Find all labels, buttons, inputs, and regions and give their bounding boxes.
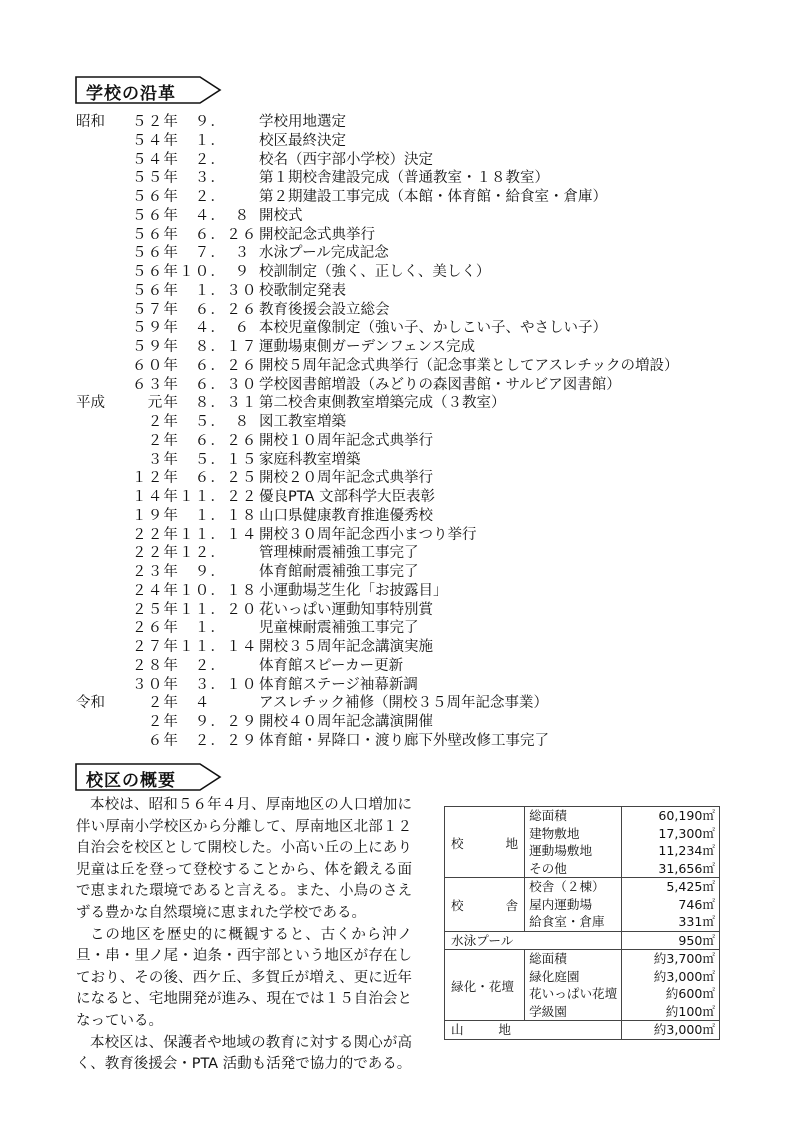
history-date: ５９年 ４． ６: [132, 320, 251, 337]
facilities-table: [444, 806, 720, 1040]
history-date: ５６年１０． ９: [132, 264, 251, 280]
history-event: 教育後援会設立総会: [259, 301, 390, 318]
history-row: [76, 601, 676, 620]
history-date: １２年 ６．２５: [132, 470, 258, 487]
history-event: 家庭科教室増築: [259, 451, 361, 468]
overview-paragraph: この地区を歴史的に概観すると、古くから沖ノ旦・串・里ノ尾・迫条・西宇部という地区が存在しており、その後、西ケ丘、多賀丘が増え、更に近年になると、宅地開発が進み、現在では１５自治会となっている。: [76, 926, 412, 1029]
history-row: [76, 732, 676, 751]
history-date: ２５年１１．２０: [132, 601, 258, 618]
history-event: 校訓制定（強く、正しく、美しく）: [259, 264, 491, 280]
history-date: ５６年 ４． ８: [132, 207, 251, 224]
history-date: ５９年 ８．１７: [132, 339, 258, 355]
site-values: 60,190㎡ 17,300㎡ 11,234㎡ 31,656㎡: [622, 807, 720, 878]
overview-paragraph: 本校区は、保護者や地域の教育に対する関心が高く、教育後援会・PTA 活動も活発で協力的である。: [76, 1034, 412, 1073]
history-date: ２年 ９．２９: [132, 714, 258, 730]
history-row: [76, 132, 676, 151]
history-event: 開校５周年記念式典挙行（記念事業としてアスレチックの増設）: [259, 357, 679, 374]
history-row: [76, 319, 676, 338]
building-items: 校舎（２棟） 屋内運動場 給食室・倉庫: [525, 878, 622, 932]
history-row: [76, 244, 676, 263]
history-event: 開校２０周年記念式典挙行: [259, 470, 433, 487]
table-row: [445, 807, 720, 878]
history-row: [76, 694, 676, 713]
site-label: 校 地: [445, 807, 525, 878]
history-row: [76, 451, 676, 470]
overview-paragraph: 本校は、昭和５６年４月、厚南地区の人口増加に伴い厚南小学校区から分離して、厚南地区北部１２自治会を校区として開校した。小高い丘の上にあり児童は丘を登って登校することから、体を鍛える面で恵まれた環境であると言える。また、小鳥のさえずる豊かな自然環境に恵まれた学校である。: [76, 797, 412, 921]
history-date: ２４年１０．１８: [132, 582, 258, 599]
history-row: [76, 357, 679, 376]
history-row: [76, 432, 676, 451]
history-date: ２７年１１．１４: [132, 639, 258, 655]
history-row: [76, 113, 676, 132]
history-event: 本校児童像制定（強い子、かしこい子、やさしい子）: [259, 320, 607, 337]
history-date: ５６年 ２．: [132, 189, 227, 205]
history-event: 花いっぱい運動知事特別賞: [259, 601, 433, 618]
history-date: ２年 ６．２６: [132, 432, 258, 449]
history-event: 開校記念式典挙行: [259, 226, 375, 243]
history-event: 開校３５周年記念講演実施: [259, 639, 433, 655]
history-event: 図工教室増築: [259, 414, 346, 430]
overview-heading-text: 校区の概要: [86, 771, 176, 791]
history-row: [76, 394, 676, 413]
history-row: [76, 676, 676, 695]
history-row: [76, 507, 676, 526]
history-event: 児童棟耐震補強工事完了: [259, 620, 419, 637]
pool-label: 水泳プール: [445, 931, 622, 950]
overview-heading: [74, 763, 222, 791]
history-row: [76, 226, 676, 245]
site-items: 総面積 建物敷地 運動場敷地 その他: [525, 807, 622, 878]
history-date: １９年 １．１８: [132, 507, 258, 524]
history-date: ６３年 ６．３０: [132, 376, 258, 393]
history-row: [76, 582, 676, 601]
history-row: [76, 169, 676, 188]
history-row: [76, 207, 676, 226]
history-event: 学校用地選定: [259, 114, 346, 130]
history-row: [76, 657, 676, 676]
history-event: 小運動場芝生化「お披露目」: [259, 582, 448, 599]
history-date: ５２年 ９．: [132, 114, 227, 130]
era-label: 令和: [76, 695, 105, 712]
history-date: ５５年 ３．: [132, 170, 227, 187]
history-row: [76, 263, 676, 282]
history-date: ２年 ５． ８: [132, 414, 251, 430]
history-event: 校区最終決定: [259, 132, 346, 149]
history-event: アスレチック補修（開校３５周年記念事業）: [259, 695, 548, 712]
history-row: [76, 338, 676, 357]
history-row: [76, 469, 676, 488]
history-event: 校歌制定発表: [259, 282, 346, 299]
history-row: [76, 526, 676, 545]
history-row: [76, 544, 676, 563]
history-date: ６０年 ６．２６: [132, 357, 258, 374]
history-row: [76, 188, 676, 207]
history-event: 開校４０周年記念講演開催: [259, 714, 433, 730]
history-event: 優良PTA 文部科学大臣表彰: [259, 489, 436, 505]
history-date: 元年 ８．３１: [132, 395, 258, 412]
history-row: [76, 282, 676, 301]
history-date: ２２年１１．１４: [132, 526, 258, 543]
table-row: [445, 950, 720, 1021]
history-event: 体育館・昇降口・渡り廊下外壁改修工事完了: [259, 732, 549, 749]
history-row: [76, 413, 676, 432]
history-row: [76, 619, 676, 638]
history-date: ５４年 １．: [132, 132, 227, 149]
history-event: 運動場東側ガーデンフェンス完成: [259, 339, 476, 355]
history-event: 体育館耐震補強工事完了: [259, 564, 419, 580]
history-row: [76, 638, 676, 657]
overview-text: [76, 795, 412, 1076]
history-date: １４年１１．２２: [132, 489, 258, 505]
history-row: [76, 563, 676, 582]
history-date: ５７年 ６．２６: [132, 301, 258, 318]
building-values: 5,425㎡ 746㎡ 331㎡: [622, 878, 720, 932]
table-row: [445, 1021, 720, 1040]
history-date: ２３年 ９．: [132, 564, 227, 580]
history-date: ２２年１２．: [132, 545, 227, 562]
table-row: [445, 878, 720, 932]
history-date: ２年 ４: [132, 695, 211, 712]
green-values: 約3,700㎡ 約3,000㎡ 約600㎡ 約100㎡: [622, 950, 720, 1021]
mountain-value: 約3,000㎡: [622, 1021, 720, 1040]
era-label: 平成: [76, 395, 105, 412]
green-label: 緑化・花壇: [445, 950, 525, 1021]
history-event: 開校１０周年記念式典挙行: [259, 432, 433, 449]
history-event: 管理棟耐震補強工事完了: [259, 545, 419, 562]
history-event: 開校式: [259, 207, 303, 224]
history-date: ３０年 ３．１０: [132, 676, 258, 693]
building-label: 校 舎: [445, 878, 525, 932]
history-row: [76, 301, 676, 320]
history-row: [76, 151, 676, 170]
table-row: [445, 931, 720, 950]
history-event: 開校３０周年記念西小まつり挙行: [259, 526, 477, 543]
history-event: 第１期校舎建設完成（普通教室・１８教室）: [259, 170, 549, 187]
history-event: 体育館ステージ袖幕新調: [259, 676, 418, 693]
history-date: ３年 ５．１５: [132, 451, 258, 468]
history-list: [76, 113, 679, 751]
history-event: 第二校舎東側教室増築完成（３教室）: [259, 395, 506, 412]
history-event: 水泳プール完成記念: [259, 245, 389, 262]
mountain-label: 山 地: [445, 1021, 622, 1040]
history-row: [76, 488, 676, 507]
history-date: ５６年 １．３０: [132, 282, 258, 299]
history-event: 体育館スピーカー更新: [259, 657, 404, 674]
history-date: ２６年 １．: [132, 620, 227, 637]
era-label: 昭和: [76, 114, 105, 130]
history-date: ２８年 ２．: [132, 657, 227, 674]
history-date: ６年 ２．２９: [132, 732, 258, 749]
history-date: ５６年 ６．２６: [132, 226, 258, 243]
history-event: 第２期建設工事完成（本館・体育館・給食室・倉庫）: [259, 189, 607, 205]
history-date: ５４年 ２．: [132, 151, 227, 168]
history-event: 校名（西宇部小学校）決定: [259, 151, 433, 168]
history-row: [76, 713, 676, 732]
history-heading: [74, 76, 222, 104]
green-items: 総面積 緑化庭園 花いっぱい花壇 学級園: [525, 950, 622, 1021]
history-event: 学校図書館増設（みどりの森図書館・サルビア図書館）: [259, 376, 621, 393]
history-heading-text: 学校の沿革: [86, 84, 176, 104]
pool-value: 950㎡: [622, 931, 720, 950]
history-event: 山口県健康教育推進優秀校: [259, 507, 433, 524]
history-row: [76, 376, 676, 395]
history-date: ５６年 ７． ３: [132, 245, 251, 262]
